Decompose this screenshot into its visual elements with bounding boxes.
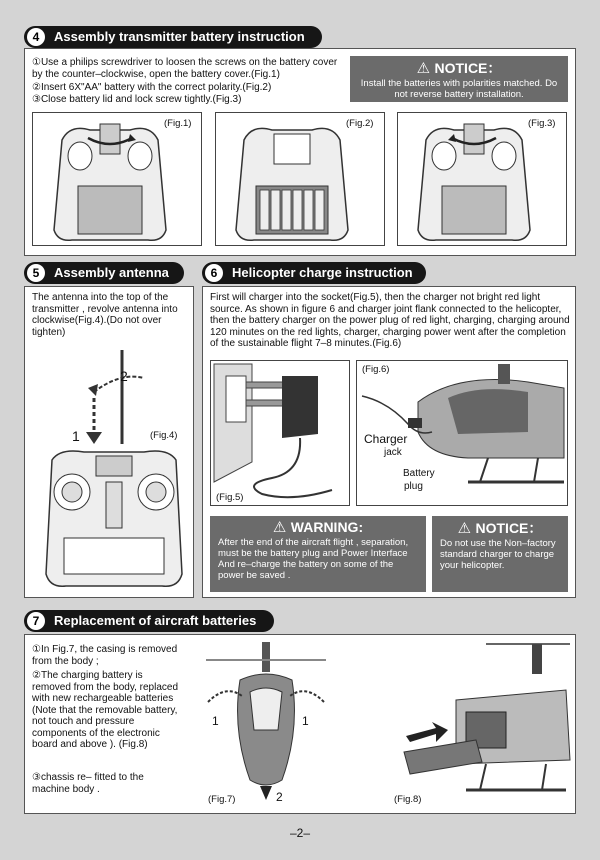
fig6-plug-label: plug xyxy=(404,481,423,492)
fig8-label: (Fig.8) xyxy=(394,794,422,805)
fig7-label: (Fig.7) xyxy=(208,794,236,805)
section-7-number: 7 xyxy=(27,612,45,630)
s4-notice-box xyxy=(350,56,568,102)
section-6-header xyxy=(202,262,426,284)
s5-text: The antenna into the top of the transmitter , revolve antenna into clockwise(Fig.4).(Do not over tighten) xyxy=(32,292,178,338)
section-4-title: Assembly transmitter battery instruction xyxy=(54,29,305,44)
s4-notice-title: NOTICE： xyxy=(434,60,502,76)
s4-step-2: ②Insert 6X"AA" battery with the correct polarity.(Fig.2) xyxy=(32,82,272,93)
s4-notice-text: Install the batteries with polarities matched. Do not reverse battery installation. xyxy=(360,78,558,100)
section-6-number: 6 xyxy=(205,264,223,282)
fig6-jack-label: jack xyxy=(384,447,402,458)
s7-step-1: ①In Fig.7, the casing is removed from the body ; xyxy=(32,644,178,667)
s6-warning-text: After the end of the aircraft flight , separation, must be the battery plug and Power Interface And re–charge the battery on some of the power be saved . xyxy=(218,537,409,581)
warning-triangle-icon: ⚠ xyxy=(457,520,472,537)
s6-notice-title: NOTICE： xyxy=(475,520,543,536)
fig7-label-2: 2 xyxy=(276,790,283,804)
s4-step-3: ③Close battery lid and lock screw tightly.(Fig.3) xyxy=(32,94,242,105)
s7-step-2: ②The charging battery is removed from the body, replaced with new rechargeable batteries (Note that the removable battery, not touch and pressure components of the electronic board and above ). (Fig.8) xyxy=(32,670,179,750)
section-5-header xyxy=(24,262,184,284)
fig2-transmitter-illustration xyxy=(232,120,352,244)
warning-triangle-icon: ⚠ xyxy=(416,60,431,77)
section-5-number: 5 xyxy=(27,264,45,282)
s6-notice-text: Do not use the Non–factory standard charger to charge your helicopter. xyxy=(440,538,556,571)
fig5-label: (Fig.5) xyxy=(216,492,244,503)
s5-arrow-label-2: 2 xyxy=(120,368,128,384)
section-4-header xyxy=(24,26,322,48)
fig3-transmitter-illustration xyxy=(414,120,534,244)
section-7-header xyxy=(24,610,274,632)
s6-notice-box xyxy=(432,516,568,592)
s6-warning-title: WARNING: xyxy=(290,519,364,535)
warning-triangle-icon: ⚠ xyxy=(272,519,287,536)
fig3-label: (Fig.3) xyxy=(528,118,556,129)
s4-step-1: ①Use a philips screwdriver to loosen the screws on the battery cover by the counter–clockwise, open the battery cover.(Fig.1) xyxy=(32,57,338,80)
section-7-title: Replacement of aircraft batteries xyxy=(54,613,257,628)
fig5-wall-socket-charger-illustration xyxy=(212,362,348,504)
fig1-label: (Fig.1) xyxy=(164,118,192,129)
fig6-label: (Fig.6) xyxy=(362,364,390,375)
fig7-label-1-right: 1 xyxy=(302,714,309,728)
fig2-label: (Fig.2) xyxy=(346,118,374,129)
section-4-number: 4 xyxy=(27,28,45,46)
page-number: –2– xyxy=(289,826,311,840)
s7-step-3: ③chassis re– fitted to the machine body . xyxy=(32,772,144,795)
fig7-label-1-left: 1 xyxy=(212,714,219,728)
fig4-label: (Fig.4) xyxy=(150,430,178,441)
fig1-transmitter-illustration xyxy=(50,120,170,244)
fig6-charger-label: Charger xyxy=(364,432,408,446)
section-5-title: Assembly antenna xyxy=(54,265,169,280)
s5-arrow-label-1: 1 xyxy=(72,428,80,444)
fig8-battery-replacement-illustration xyxy=(336,640,572,808)
fig4-transmitter-antenna-illustration xyxy=(44,348,184,594)
fig6-battery-label: Battery xyxy=(403,468,435,479)
s6-text: First will charger into the socket(Fig.5), then the charger not bright red light source. As shown in figure 6 and charger joint flank connected to the helicopter, then the battery charger on the power plug of red light, charging, charging around 120 minutes on the red lights, charger, charging power went after the completion of the sustainable flight 7–8 minutes.(Fig.6) xyxy=(210,292,570,349)
s6-warning-box xyxy=(210,516,426,592)
section-6-title: Helicopter charge instruction xyxy=(232,265,413,280)
